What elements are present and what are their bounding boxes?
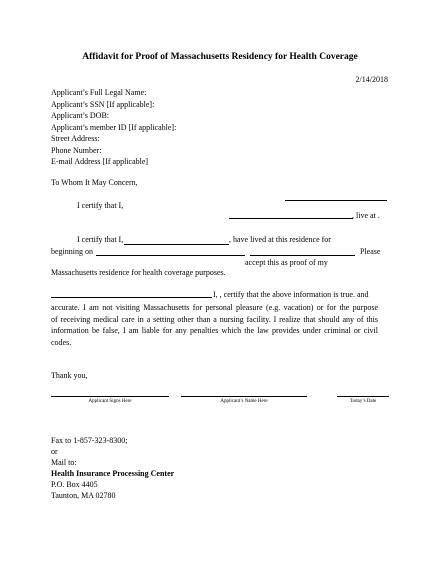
blank-line [96,255,245,256]
phone-number-field: Phone Number: [51,145,102,155]
residence-purpose-text: Massachusetts residence for health coverage purposes. [51,268,226,277]
document-date: 2/14/2018 [355,75,388,84]
beginning-on-text: beginning on [51,247,93,256]
have-lived-text: , have lived at this residence for [229,235,331,244]
po-box-line: P.O. Box 4405 [51,480,98,489]
paragraph-line: codes. [51,337,72,347]
paragraph-line: information be false, I am liable for any penalties which the law provides under criminal or civil [51,326,378,335]
or-line: or [51,447,58,456]
blank-line [124,244,229,245]
blank-line [285,200,387,201]
email-address-field: E-mail Address [If applicable] [51,157,149,166]
street-address-field: Street Address: [51,134,100,143]
closing: Thank you, [51,371,88,380]
applicant-dob-field: Applicant’s DOB: [51,111,109,120]
salutation: To Whom It May Concern, [51,178,138,187]
declaration-paragraph [51,302,378,348]
signature-label: Applicant Signs Here [88,399,132,404]
fax-line: Fax to 1-857-323-8300; [51,436,128,445]
applicant-member-id-field: Applicant’s member ID [If applicable]: [51,122,177,132]
city-line: Taunton, MA 02780 [51,491,116,500]
please-text: Please [360,247,381,256]
certify-true-text: I, , certify that the above information is true. and [213,290,369,299]
applicant-fields [51,87,176,168]
name-line [181,396,307,397]
certify-text-1: I certify that I, [77,201,124,210]
blank-line [51,297,212,298]
processing-center: Health Insurance Processing Center [51,469,175,478]
applicant-ssn-field: Applicant’s SSN [If applicable]: [51,99,155,109]
date-label: Today’s Date [349,399,377,404]
certify-text-2: I certify that I, [77,235,124,244]
paragraph-line: of receiving medical care in a setting other than a nursing facility. I realize that should any of this [51,314,378,324]
accept-proof-text: accept this as proof of my [245,258,328,267]
document-title: Affidavit for Proof of Massachusetts Residency for Health Coverage [82,52,358,62]
paragraph-line: accurate. I am not visiting Massachusetts for personal pleasure (e.g. vacation) or for the purpose [51,303,378,312]
applicant-name-field: Applicant’s Full Legal Name: [51,88,147,97]
contact-block [51,435,174,501]
mail-to-line: Mail to: [51,458,77,467]
date-line [337,396,389,397]
live-at-text: , live at . [352,211,380,220]
name-label: Applicant’s Name Here [220,399,268,404]
blank-line [250,255,355,256]
blank-line [229,218,353,219]
signature-line [51,396,169,397]
